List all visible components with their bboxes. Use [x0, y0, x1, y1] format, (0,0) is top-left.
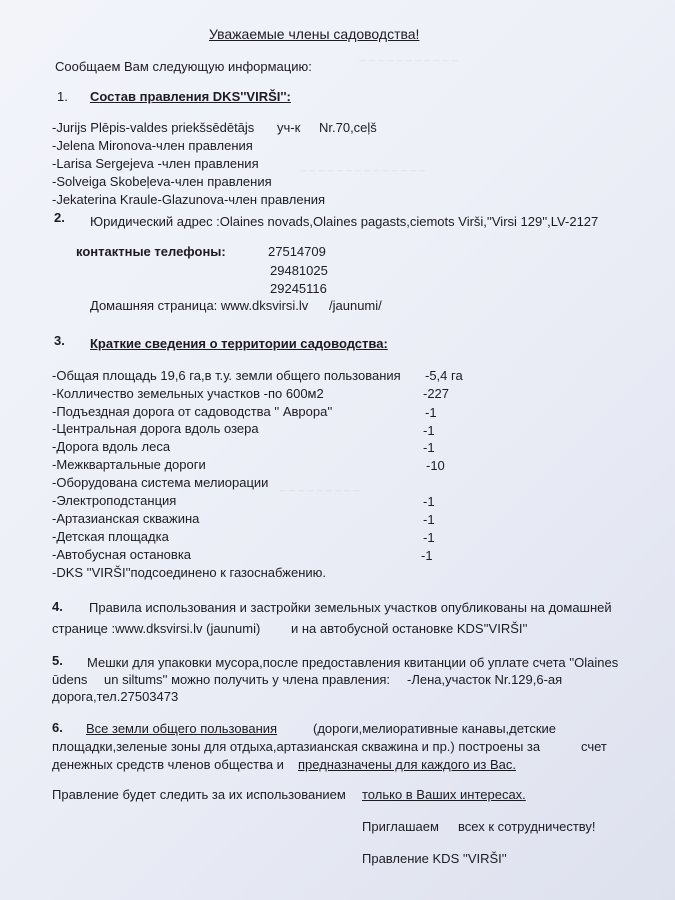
section-6-underlined: предназначены для каждого из Вас.	[298, 757, 516, 772]
legal-address: Юридический адрес :Olaines novads,Olaines pagasts,ciemots Virši,''Virsi 129'',LV-2127	[90, 214, 599, 229]
section-6-line: денежных средств членов общества и	[52, 757, 284, 772]
document-page: _ _ _ _ _ _ _ _ _ _ _ _ _ _ _ _ _ _ _ _ _ _ _ _ _ _ _ _ _ _ _ _ _ _ Уважаемые члены садоводства! Сообщаем Вам следующую информацию: 1. Состав правления DKS''VIRŠI'': -Jurijs Plēpis-valdes priekšsēdētājs уч-к Nr.70,ceļš -Jelena Mironova-член правления -Larisa Sergejeva -член правления -Solveiga Skobeļeva-член правления -Jekaterina Kraule-Glazunova-член правления 2. Юридический адрес :Olaines novads,Olaines pagasts,ciemots Virši,''Virsi 129'',LV-2127 контактные телефоны: 27514709 29481025 29245116 Домашняя страница: www.dksvirsi.lv /jaunumi/ 3. Краткие сведения о территории садоводства: -Общая площадь 19,6 га,в т.у. земли общего пользования -5,4 га -Колличество земельных участков -по 600м2 -227 -Подъездная дорога от садоводства '' Аврора'' -1 -Центральная дорога вдоль озера -1 -Дорога вдоль леса -1 -Межквартальные дороги -10 -Оборудована система мелиорации -Электроподстанция -1 -Артазианская скважина -1 -Детская площадка -1 -Автобусная остановка -1 -DKS ''VIRŠI''подсоединено к газоснабжению. 4. Правила использования и застройки земельных участков опубликованы на домашней странице :www.dksvirsi.lv (jaunumi) и на автобусной остановке KDS''VIRŠI'' 5. Мешки для упаковки мусора,после предоставления квитанции об уплате счета ''Olaines ūdens un siltums'' можно получить у члена правления: -Лена,участок Nr.129,6-ая дорога,тел.27503473 6. Все земли общего пользования (дороги,мелиоративные канавы,детские площадки,зеленые зоны для отдыха,артазианская скважина и пр.) построены за счет денежных средств членов общества и предназначены для каждого из Вас. Правление будет следить за их использованием только в Ваших интересах. Приглашаем всех к сотрудничеству! Правление KDS ''VIRŠI''	[52, 26, 619, 866]
board-member: -Jurijs Plēpis-valdes priekšsēdētājs	[52, 120, 255, 135]
invitation: Приглашаем	[362, 819, 439, 834]
document-title: Уважаемые члены садоводства!	[209, 26, 420, 42]
territory-item: -Подъездная дорога от садоводства '' Аврора''	[52, 404, 333, 419]
homepage-text: Домашняя страница: www.dksvirsi.lv	[90, 298, 309, 313]
territory-value: -227	[423, 386, 450, 401]
intro-text: Сообщаем Вам следующую информацию:	[55, 59, 312, 74]
territory-item: -Центральная дорога вдоль озера	[52, 421, 259, 436]
territory-item: -Колличество земельных участков -по 600м2	[52, 386, 324, 401]
section-5-line: дорога,тел.27503473	[52, 689, 179, 704]
section-5-number: 5.	[52, 653, 63, 668]
territory-value: -1	[423, 530, 435, 545]
board-member: -Jekaterina Kraule-Glazunova-член правления	[52, 192, 326, 207]
section-5-line: -Лена,участок Nr.129,6-ая	[407, 672, 563, 687]
section-6-underlined: Все земли общего пользования	[86, 721, 278, 736]
section-1-number: 1.	[57, 89, 68, 104]
territory-item: -Электроподстанция	[52, 493, 177, 508]
section-2-number: 2.	[54, 210, 65, 225]
board-member: -Jelena Mironova-член правления	[52, 138, 253, 153]
territory-value: -1	[421, 548, 433, 563]
territory-value: -1	[423, 440, 435, 455]
territory-item: -Артазианская скважина	[52, 511, 200, 526]
section-4-number: 4.	[52, 599, 63, 614]
territory-value: -1	[425, 405, 437, 420]
section-3-heading: Краткие сведения о территории садоводства:	[90, 336, 388, 351]
board-member: -Larisa Sergejeva -член правления	[52, 156, 259, 171]
territory-item: -Оборудована система мелиорации	[52, 475, 269, 490]
territory-value: -1	[423, 423, 435, 438]
homepage-path: /jaunumi/	[329, 298, 382, 313]
territory-value: -5,4 га	[425, 368, 463, 383]
phones-label: контактные телефоны:	[76, 244, 226, 259]
territory-item: -Автобусная остановка	[52, 547, 192, 562]
section-4-line: странице :www.dksvirsi.lv (jaunumi)	[52, 621, 261, 636]
territory-item: -Межквартальные дороги	[52, 457, 206, 472]
territory-value: -10	[426, 458, 445, 473]
phone-number: 29245116	[270, 281, 327, 296]
section-6-number: 6.	[52, 720, 63, 735]
board-member: -Solveiga Skobeļeva-член правления	[52, 174, 272, 189]
territory-item: -Дорога вдоль леса	[52, 439, 171, 454]
section-5-line: ūdens	[52, 672, 88, 687]
closing-underlined: только в Ваших интересах.	[362, 787, 526, 802]
closing-line: Правление будет следить за их использованием	[52, 787, 346, 802]
signature: Правление KDS ''VIRŠI''	[362, 851, 507, 866]
section-6-line: площадки,зеленые зоны для отдыха,артазианская скважина и пр.) построены за	[52, 739, 541, 754]
section-3-number: 3.	[54, 333, 65, 348]
section-4-line: и на автобусной остановке KDS''VIRŠI''	[291, 621, 528, 636]
invitation: всех к сотрудничеству!	[458, 819, 596, 834]
section-1-heading: Состав правления DKS''VIRŠI'':	[90, 89, 291, 104]
section-4-line: Правила использования и застройки земельных участков опубликованы на домашней	[89, 600, 612, 615]
territory-value: -1	[423, 512, 435, 527]
phone-number: 29481025	[270, 263, 328, 278]
territory-value: -1	[423, 494, 435, 509]
territory-item: -Детская площадка	[52, 529, 169, 544]
board-member-plot-number: Nr.70,ceļš	[319, 120, 377, 135]
section-5-line: un siltums'' можно получить у члена правления:	[104, 672, 391, 687]
section-5-line: Мешки для упаковки мусора,после предоставления квитанции об уплате счета ''Olaines	[87, 655, 619, 670]
section-6-line: счет	[581, 739, 607, 754]
gas-connection-text: -DKS ''VIRŠI''подсоединено к газоснабжению.	[52, 565, 327, 580]
territory-item: -Общая площадь 19,6 га,в т.у. земли общего пользования	[52, 368, 401, 383]
phone-number: 27514709	[268, 244, 326, 259]
section-6-line: (дороги,мелиоративные канавы,детские	[313, 721, 557, 736]
board-member-plot-label: уч-к	[277, 120, 301, 135]
